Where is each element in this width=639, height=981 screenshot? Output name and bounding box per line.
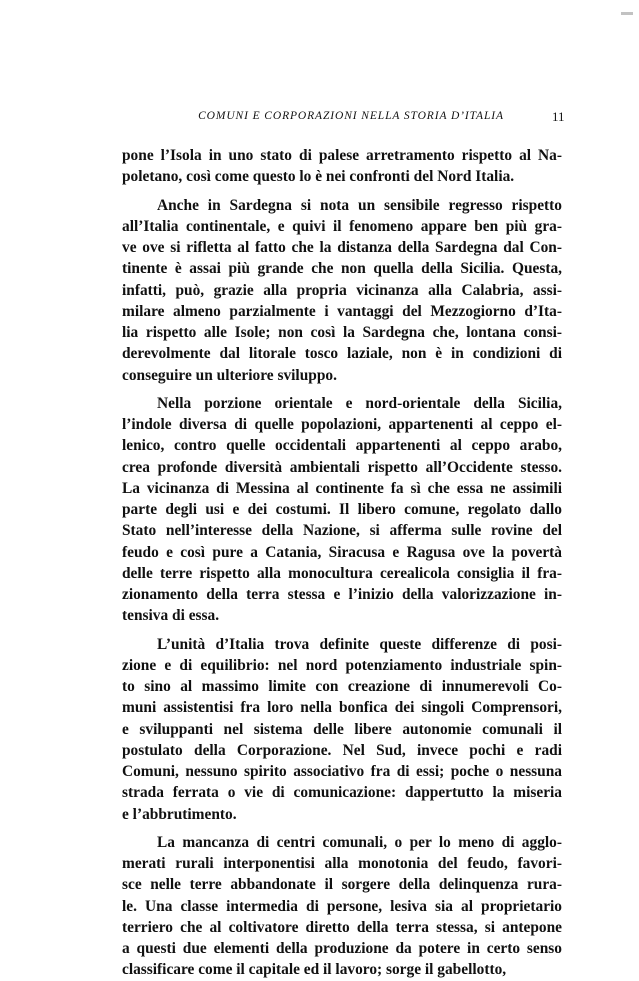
text-line: Nella porzione orientale e nord-orientale della Sicilia, <box>157 394 562 412</box>
text-line: tensiva di essa. <box>122 607 220 625</box>
text-line: terriero che al coltivatore diretto della terra stessa, si antepone <box>122 918 562 936</box>
paragraph <box>122 145 562 188</box>
text-line: postulato della Corporazione. Nel Sud, invece pochi e radi <box>122 741 562 759</box>
text-line: Stato nell’interesse della Nazione, si afferma sulle rovine del <box>122 522 562 540</box>
text-line: muni assistentisi fra loro nella bonfica dei singoli Comprensori, <box>122 699 562 717</box>
text-line: milare almeno parzialmente i vantaggi del Mezzogiorno d’Ita- <box>122 302 562 320</box>
text-line: to sino al massimo limite con creazione di innumerevoli Co- <box>122 678 562 695</box>
text-line: le. Una classe intermedia di persone, lesiva sia al proprietario <box>122 897 562 915</box>
text-line: Comuni, nessuno spirito associativo fra di essi; poche o nessuna <box>122 763 562 780</box>
text-line: e l’abbrutimento. <box>122 805 237 823</box>
paragraph <box>122 634 562 825</box>
text-line: all’Italia continentale, e quivi il fenomeno appare ben più gra- <box>122 217 562 235</box>
text-line: e sviluppanti nel sistema delle libere autonomie comunali il <box>122 720 562 738</box>
paragraph <box>122 195 562 386</box>
scan-artifact-mark <box>621 12 633 15</box>
text-line: sce nelle terre abbandonate il sorgere della delinquenza rura- <box>122 876 562 894</box>
paragraph <box>122 832 562 981</box>
text-line: strada ferrata o vie di comunicazione: dappertutto la miseria <box>122 784 562 802</box>
text-line: a questi due elementi della produzione da potere in certo senso <box>122 940 562 957</box>
text-line: ve ove si rifletta al fatto che la distanza della Sardegna dal Con- <box>122 239 562 256</box>
text-line: zionamento della terra stessa e l’inizio della valorizzazione in- <box>122 586 562 603</box>
text-line: merati rurali interponentisi alla monotonia del feudo, favori- <box>122 855 562 872</box>
text-line: infatti, può, grazie alla propria vicinanza alla Calabria, assi- <box>122 281 562 299</box>
running-header-title: COMUNI E CORPORAZIONI NELLA STORIA D’ITALIA <box>198 110 504 122</box>
body-text <box>122 145 562 981</box>
text-line: feudo e così pure a Catania, Siracusa e Ragusa ove la povertà <box>122 543 562 561</box>
text-line: La vicinanza di Messina al continente fa sì che essa ne assimili <box>122 479 562 497</box>
text-line: pone l’Isola in uno stato di palese arretramento rispetto al Na- <box>122 147 562 164</box>
paragraph <box>122 393 562 627</box>
text-line: poletano, così come questo lo è nei confronti del Nord Italia. <box>122 168 515 186</box>
text-line: l’indole diversa di quelle popolazioni, appartenenti al ceppo el- <box>122 416 562 433</box>
text-line: classificare come il capitale ed il lavoro; sorge il gabellotto, <box>122 961 507 979</box>
text-line: Anche in Sardegna si nota un sensibile regresso rispetto <box>157 196 562 214</box>
text-line: derevolmente dal litorale tosco laziale, non è in condizioni di <box>122 345 562 363</box>
text-line: parte degli usi e dei costumi. Il libero comune, regolato dallo <box>122 501 562 518</box>
text-line: lenico, contro quelle occidentali appartenenti al ceppo arabo, <box>122 437 562 455</box>
text-line: zione e di equilibrio: nel nord potenziamento industriale spin- <box>122 656 562 674</box>
page-number: 11 <box>552 109 565 124</box>
text-line: lia rispetto alle Isole; non così la Sardegna che, lontana consi- <box>122 324 562 341</box>
text-line: delle terre rispetto alla monocultura cerealicola consiglia il fra- <box>122 564 562 582</box>
text-line: crea profonde diversità ambientali rispetto all’Occidente stesso. <box>122 458 562 476</box>
text-line: conseguire un ulteriore sviluppo. <box>122 366 337 384</box>
text-line: La mancanza di centri comunali, o per lo meno di agglo- <box>157 833 562 851</box>
text-line: L’unità d’Italia trova definite queste differenze di posi- <box>157 635 562 653</box>
text-line: tinente è assai più grande che non quella della Sicilia. Questa, <box>122 260 562 278</box>
